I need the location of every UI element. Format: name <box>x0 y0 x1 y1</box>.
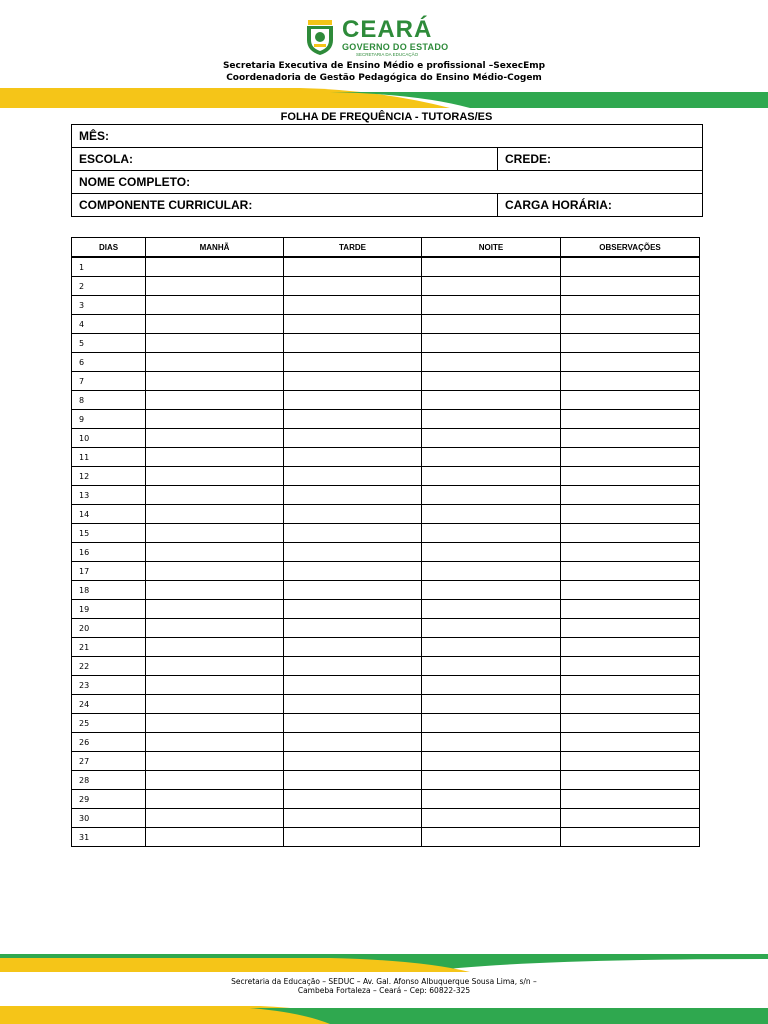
manha-cell[interactable] <box>146 410 284 429</box>
noite-cell[interactable] <box>422 410 561 429</box>
noite-cell[interactable] <box>422 296 561 315</box>
tarde-cell[interactable] <box>284 257 422 277</box>
noite-cell[interactable] <box>422 790 561 809</box>
day-number: 7 <box>72 372 146 391</box>
field-componente-curricular[interactable]: COMPONENTE CURRICULAR: <box>72 194 498 217</box>
table-row <box>72 467 700 486</box>
noite-cell[interactable] <box>422 467 561 486</box>
header-tarde: TARDE <box>284 238 422 258</box>
observacoes-cell[interactable] <box>561 410 700 429</box>
tarde-cell[interactable] <box>284 771 422 790</box>
observacoes-cell[interactable] <box>561 257 700 277</box>
observacoes-cell[interactable] <box>561 334 700 353</box>
observacoes-cell[interactable] <box>561 524 700 543</box>
day-number: 16 <box>72 543 146 562</box>
noite-cell[interactable] <box>422 828 561 847</box>
day-number: 28 <box>72 771 146 790</box>
table-row <box>72 353 700 372</box>
noite-cell[interactable] <box>422 676 561 695</box>
noite-cell[interactable] <box>422 752 561 771</box>
table-row <box>72 809 700 828</box>
manha-cell[interactable] <box>146 543 284 562</box>
field-carga-horaria[interactable]: CARGA HORÁRIA: <box>498 194 703 217</box>
manha-cell[interactable] <box>146 429 284 448</box>
noite-cell[interactable] <box>422 257 561 277</box>
manha-cell[interactable] <box>146 581 284 600</box>
observacoes-cell[interactable] <box>561 600 700 619</box>
info-table <box>71 124 703 217</box>
tarde-cell[interactable] <box>284 448 422 467</box>
day-number: 25 <box>72 714 146 733</box>
noite-cell[interactable] <box>422 638 561 657</box>
tarde-cell[interactable] <box>284 467 422 486</box>
day-number: 21 <box>72 638 146 657</box>
tarde-cell[interactable] <box>284 524 422 543</box>
observacoes-cell[interactable] <box>561 638 700 657</box>
header-dias: DIAS <box>72 238 146 258</box>
manha-cell[interactable] <box>146 486 284 505</box>
day-number: 30 <box>72 809 146 828</box>
form-title: FOLHA DE FREQUÊNCIA - TUTORAS/ES <box>280 111 493 123</box>
observacoes-cell[interactable] <box>561 467 700 486</box>
table-row <box>72 315 700 334</box>
manha-cell[interactable] <box>146 695 284 714</box>
observacoes-cell[interactable] <box>561 581 700 600</box>
table-row <box>72 543 700 562</box>
attendance-table <box>71 237 700 847</box>
footer-line-2: Cambeba Fortaleza – Ceará – Cep: 60822-325 <box>297 986 471 995</box>
observacoes-cell[interactable] <box>561 448 700 467</box>
noite-cell[interactable] <box>422 486 561 505</box>
tarde-cell[interactable] <box>284 790 422 809</box>
tarde-cell[interactable] <box>284 334 422 353</box>
noite-cell[interactable] <box>422 809 561 828</box>
noite-cell[interactable] <box>422 391 561 410</box>
table-row <box>72 828 700 847</box>
attendance-rows <box>72 257 700 847</box>
manha-cell[interactable] <box>146 334 284 353</box>
tarde-cell[interactable] <box>284 638 422 657</box>
day-number: 22 <box>72 657 146 676</box>
observacoes-cell[interactable] <box>561 790 700 809</box>
noite-cell[interactable] <box>422 695 561 714</box>
day-number: 20 <box>72 619 146 638</box>
header-observacoes: OBSERVAÇÕES <box>561 238 700 258</box>
tarde-cell[interactable] <box>284 315 422 334</box>
noite-cell[interactable] <box>422 543 561 562</box>
table-row <box>72 429 700 448</box>
ceara-logo <box>304 18 448 58</box>
observacoes-cell[interactable] <box>561 562 700 581</box>
manha-cell[interactable] <box>146 676 284 695</box>
table-row <box>72 372 700 391</box>
day-number: 27 <box>72 752 146 771</box>
tarde-cell[interactable] <box>284 410 422 429</box>
manha-cell[interactable] <box>146 353 284 372</box>
observacoes-cell[interactable] <box>561 714 700 733</box>
table-row <box>72 714 700 733</box>
manha-cell[interactable] <box>146 562 284 581</box>
table-row <box>72 410 700 429</box>
observacoes-cell[interactable] <box>561 771 700 790</box>
tarde-cell[interactable] <box>284 695 422 714</box>
observacoes-cell[interactable] <box>561 429 700 448</box>
observacoes-cell[interactable] <box>561 809 700 828</box>
state-crest-icon <box>304 18 336 56</box>
noite-cell[interactable] <box>422 315 561 334</box>
day-number: 18 <box>72 581 146 600</box>
day-number: 4 <box>72 315 146 334</box>
observacoes-cell[interactable] <box>561 505 700 524</box>
table-row <box>72 562 700 581</box>
table-row <box>72 676 700 695</box>
noite-cell[interactable] <box>422 619 561 638</box>
day-number: 11 <box>72 448 146 467</box>
observacoes-cell[interactable] <box>561 619 700 638</box>
footer-line-1: Secretaria da Educação – SEDUC – Av. Gal. Afonso Albuquerque Sousa Lima, s/n – <box>231 977 537 986</box>
noite-cell[interactable] <box>422 714 561 733</box>
observacoes-cell[interactable] <box>561 486 700 505</box>
manha-cell[interactable] <box>146 733 284 752</box>
day-number: 17 <box>72 562 146 581</box>
day-number: 13 <box>72 486 146 505</box>
manha-cell[interactable] <box>146 619 284 638</box>
noite-cell[interactable] <box>422 372 561 391</box>
header-noite: NOITE <box>422 238 561 258</box>
observacoes-cell[interactable] <box>561 353 700 372</box>
noite-cell[interactable] <box>422 562 561 581</box>
day-number: 29 <box>72 790 146 809</box>
noite-cell[interactable] <box>422 353 561 372</box>
tarde-cell[interactable] <box>284 277 422 296</box>
tarde-cell[interactable] <box>284 429 422 448</box>
day-number: 24 <box>72 695 146 714</box>
tarde-cell[interactable] <box>284 657 422 676</box>
manha-cell[interactable] <box>146 771 284 790</box>
day-number: 3 <box>72 296 146 315</box>
table-row <box>72 657 700 676</box>
table-row <box>72 277 700 296</box>
manha-cell[interactable] <box>146 372 284 391</box>
day-number: 2 <box>72 277 146 296</box>
manha-cell[interactable] <box>146 600 284 619</box>
observacoes-cell[interactable] <box>561 391 700 410</box>
table-row <box>72 790 700 809</box>
tarde-cell[interactable] <box>284 353 422 372</box>
observacoes-cell[interactable] <box>561 296 700 315</box>
table-row <box>72 334 700 353</box>
observacoes-cell[interactable] <box>561 315 700 334</box>
table-row <box>72 257 700 277</box>
table-row <box>72 524 700 543</box>
table-row <box>72 581 700 600</box>
tarde-cell[interactable] <box>284 581 422 600</box>
manha-cell[interactable] <box>146 657 284 676</box>
field-crede[interactable]: CREDE: <box>498 148 703 171</box>
noite-cell[interactable] <box>422 581 561 600</box>
observacoes-cell[interactable] <box>561 695 700 714</box>
tarde-cell[interactable] <box>284 372 422 391</box>
observacoes-cell[interactable] <box>561 657 700 676</box>
manha-cell[interactable] <box>146 467 284 486</box>
observacoes-cell[interactable] <box>561 733 700 752</box>
day-number: 6 <box>72 353 146 372</box>
day-number: 1 <box>72 257 146 277</box>
day-number: 14 <box>72 505 146 524</box>
manha-cell[interactable] <box>146 714 284 733</box>
table-row <box>72 391 700 410</box>
manha-cell[interactable] <box>146 448 284 467</box>
footer-color-band <box>0 1006 768 1024</box>
manha-cell[interactable] <box>146 315 284 334</box>
day-number: 31 <box>72 828 146 847</box>
table-row <box>72 505 700 524</box>
manha-cell[interactable] <box>146 638 284 657</box>
tarde-cell[interactable] <box>284 809 422 828</box>
observacoes-cell[interactable] <box>561 752 700 771</box>
manha-cell[interactable] <box>146 296 284 315</box>
header-manha: MANHÃ <box>146 238 284 258</box>
header-line-1: Secretaria Executiva de Ensino Médio e profissional –SexecEmp <box>222 61 546 71</box>
noite-cell[interactable] <box>422 733 561 752</box>
noite-cell[interactable] <box>422 334 561 353</box>
noite-cell[interactable] <box>422 657 561 676</box>
table-row <box>72 296 700 315</box>
bottom-color-band <box>0 954 768 972</box>
noite-cell[interactable] <box>422 429 561 448</box>
observacoes-cell[interactable] <box>561 676 700 695</box>
noite-cell[interactable] <box>422 524 561 543</box>
tarde-cell[interactable] <box>284 543 422 562</box>
table-row <box>72 448 700 467</box>
tarde-cell[interactable] <box>284 486 422 505</box>
top-color-band <box>0 88 768 108</box>
tarde-cell[interactable] <box>284 752 422 771</box>
manha-cell[interactable] <box>146 524 284 543</box>
day-number: 10 <box>72 429 146 448</box>
manha-cell[interactable] <box>146 505 284 524</box>
observacoes-cell[interactable] <box>561 543 700 562</box>
day-number: 19 <box>72 600 146 619</box>
tarde-cell[interactable] <box>284 600 422 619</box>
tarde-cell[interactable] <box>284 714 422 733</box>
noite-cell[interactable] <box>422 505 561 524</box>
table-row <box>72 733 700 752</box>
table-row <box>72 695 700 714</box>
tarde-cell[interactable] <box>284 296 422 315</box>
day-number: 9 <box>72 410 146 429</box>
tarde-cell[interactable] <box>284 391 422 410</box>
noite-cell[interactable] <box>422 277 561 296</box>
manha-cell[interactable] <box>146 277 284 296</box>
observacoes-cell[interactable] <box>561 277 700 296</box>
day-number: 26 <box>72 733 146 752</box>
table-row <box>72 638 700 657</box>
table-row <box>72 771 700 790</box>
tarde-cell[interactable] <box>284 733 422 752</box>
observacoes-cell[interactable] <box>561 372 700 391</box>
header-line-2: Coordenadoria de Gestão Pedagógica do Ensino Médio-Cogem <box>226 73 542 83</box>
day-number: 8 <box>72 391 146 410</box>
day-number: 5 <box>72 334 146 353</box>
table-row <box>72 619 700 638</box>
manha-cell[interactable] <box>146 828 284 847</box>
field-mes[interactable]: MÊS: <box>72 125 703 148</box>
table-row <box>72 600 700 619</box>
manha-cell[interactable] <box>146 809 284 828</box>
tarde-cell[interactable] <box>284 505 422 524</box>
noite-cell[interactable] <box>422 448 561 467</box>
day-number: 12 <box>72 467 146 486</box>
brand-subtitle-small: SECRETARIA DA EDUCAÇÃO <box>356 52 419 57</box>
field-nome-completo[interactable]: NOME COMPLETO: <box>72 171 703 194</box>
tarde-cell[interactable] <box>284 619 422 638</box>
table-row <box>72 486 700 505</box>
tarde-cell[interactable] <box>284 562 422 581</box>
day-number: 15 <box>72 524 146 543</box>
manha-cell[interactable] <box>146 790 284 809</box>
observacoes-cell[interactable] <box>561 828 700 847</box>
day-number: 23 <box>72 676 146 695</box>
field-escola[interactable]: ESCOLA: <box>72 148 498 171</box>
noite-cell[interactable] <box>422 600 561 619</box>
tarde-cell[interactable] <box>284 828 422 847</box>
tarde-cell[interactable] <box>284 676 422 695</box>
manha-cell[interactable] <box>146 257 284 277</box>
brand-name: CEARÁ <box>342 16 433 43</box>
brand-subtitle: GOVERNO DO ESTADO <box>342 42 449 52</box>
manha-cell[interactable] <box>146 391 284 410</box>
noite-cell[interactable] <box>422 771 561 790</box>
table-row <box>72 752 700 771</box>
manha-cell[interactable] <box>146 752 284 771</box>
